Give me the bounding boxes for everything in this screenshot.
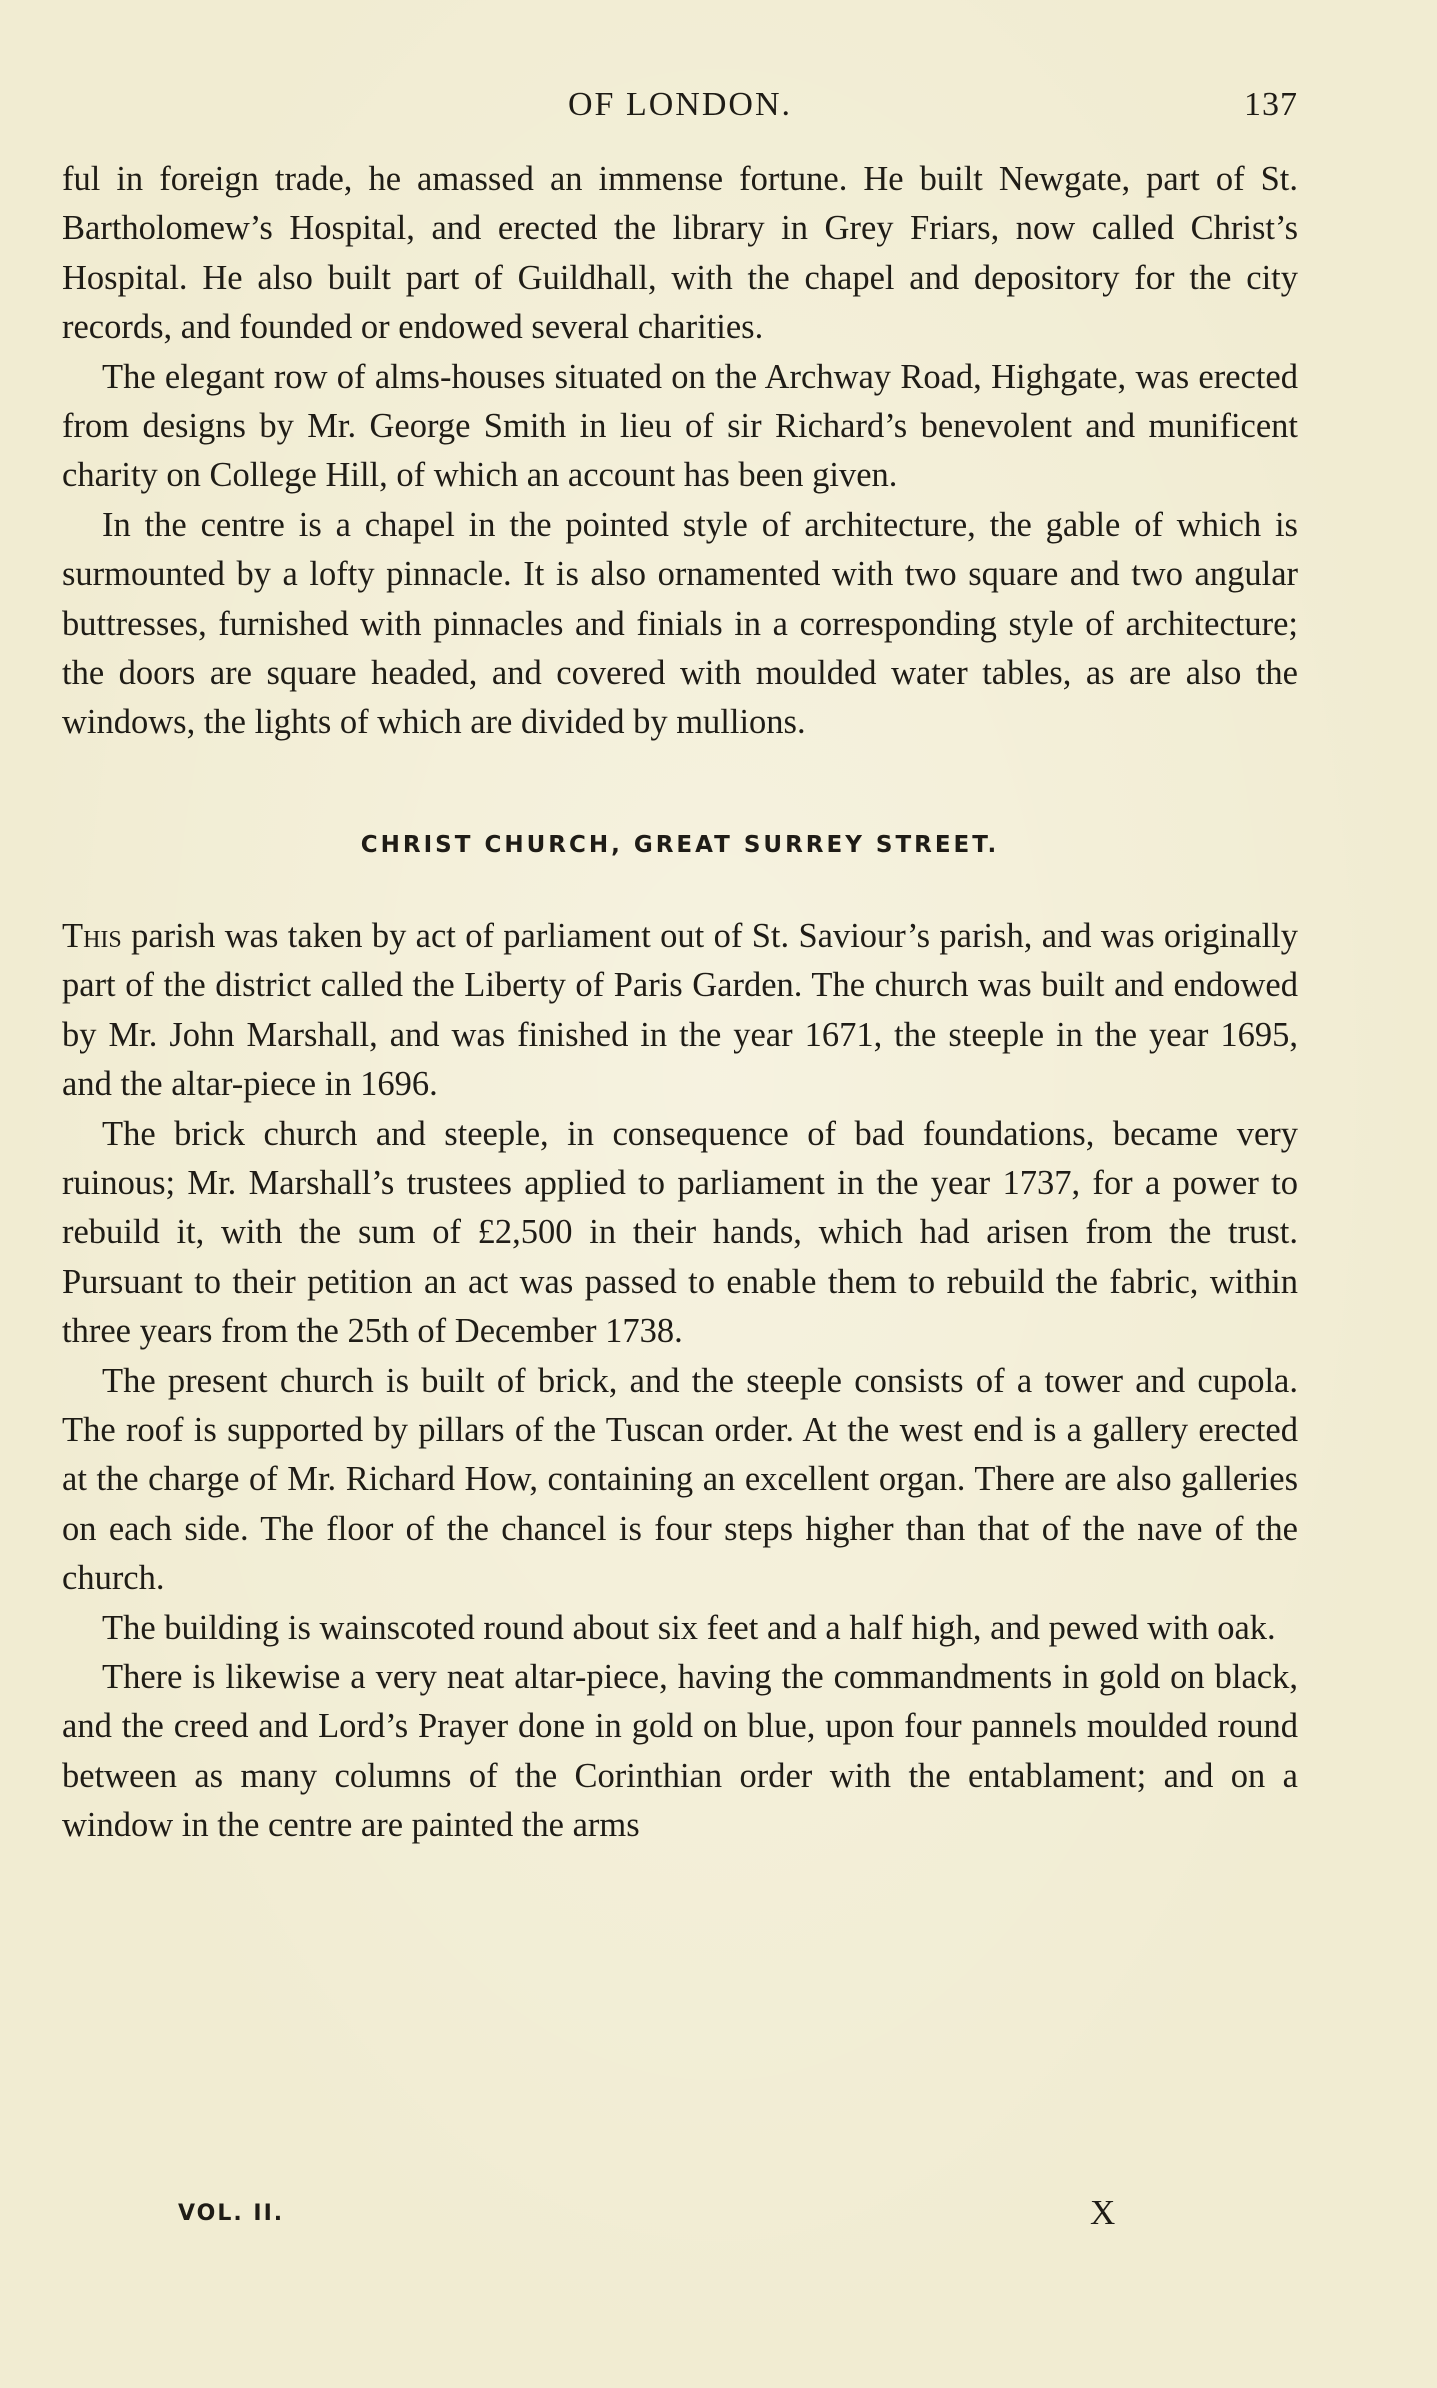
section-opening-paragraph	[62, 912, 1298, 1110]
paragraph: The present church is built of brick, and the steeple consists of a tower and cupola. The roof is supported by pillars of the Tuscan order. At the west end is a gallery erected at the charge of Mr. Richard How, containing an excellent organ. There are also galleries on each side. The floor of the chancel is four steps higher than that of the nave of the church.	[62, 1361, 1298, 1598]
page-footer	[178, 2193, 1178, 2243]
opening-text: parish was taken by act of parliament out of St. Saviour’s parish, and was originally part of the district called the Liberty of Paris Garden. The church was built and endowed by Mr. John Marshall, and was finished in the year 1671, the steeple in the year 1695, and the altar-piece in 1696.	[62, 916, 1298, 1104]
paragraph: The building is wainscoted round about six feet and a half high, and pewed with oak.	[102, 1608, 1276, 1647]
paragraph-continued: ful in foreign trade, he amassed an immense fortune. He built Newgate, part of St. Bartholomew’s Hospital, and erected the library in Grey Friars, now called Christ’s Hospital. He also built part of Guildhall, with the chapel and depository for the city records, and founded or endowed several charities.	[62, 160, 1298, 347]
volume-label: VOL. II.	[178, 2201, 285, 2226]
paragraph: The elegant row of alms-houses situated on the Archway Road, Highgate, was erected from designs by Mr. George Smith in lieu of sir Richard’s benevolent and munificent charity on College Hill, of which an account has been given.	[62, 357, 1298, 495]
page-number: 137	[1244, 86, 1298, 123]
paragraph: There is likewise a very neat altar-piece, having the commandments in gold on black, and the creed and Lord’s Prayer done in gold on blue, upon four pannels moulded round between as many columns of the Corinthian order with the entablament; and on a window in the centre are painted the arms	[62, 1657, 1298, 1845]
paragraph: The brick church and steeple, in consequence of bad foundations, became very ruinous; Mr. Marshall’s trustees applied to parliament in the year 1737, for a power to rebuild it, with the sum of £2,500 in their hands, which had arisen from the trust. Pursuant to their petition an act was passed to enable them to rebuild the fabric, within three years from the 25th of December 1738.	[62, 1114, 1298, 1351]
running-head	[62, 86, 1298, 134]
signature-mark: X	[1090, 2193, 1116, 2232]
running-title: OF LONDON.	[568, 86, 792, 123]
lead-word: This	[62, 916, 122, 955]
paragraph: In the centre is a chapel in the pointed style of architecture, the gable of which is surmounted by a lofty pinnacle. It is also ornamented with two square and two angular buttresses, furnished with pinnacles and finials in a corresponding style of architecture; the doors are square headed, and covered with moulded water tables, as are also the windows, the lights of which are divided by mullions.	[62, 505, 1298, 742]
section-heading: CHRIST CHURCH, GREAT SURREY STREET.	[360, 831, 1000, 858]
body-text	[62, 155, 1298, 1851]
